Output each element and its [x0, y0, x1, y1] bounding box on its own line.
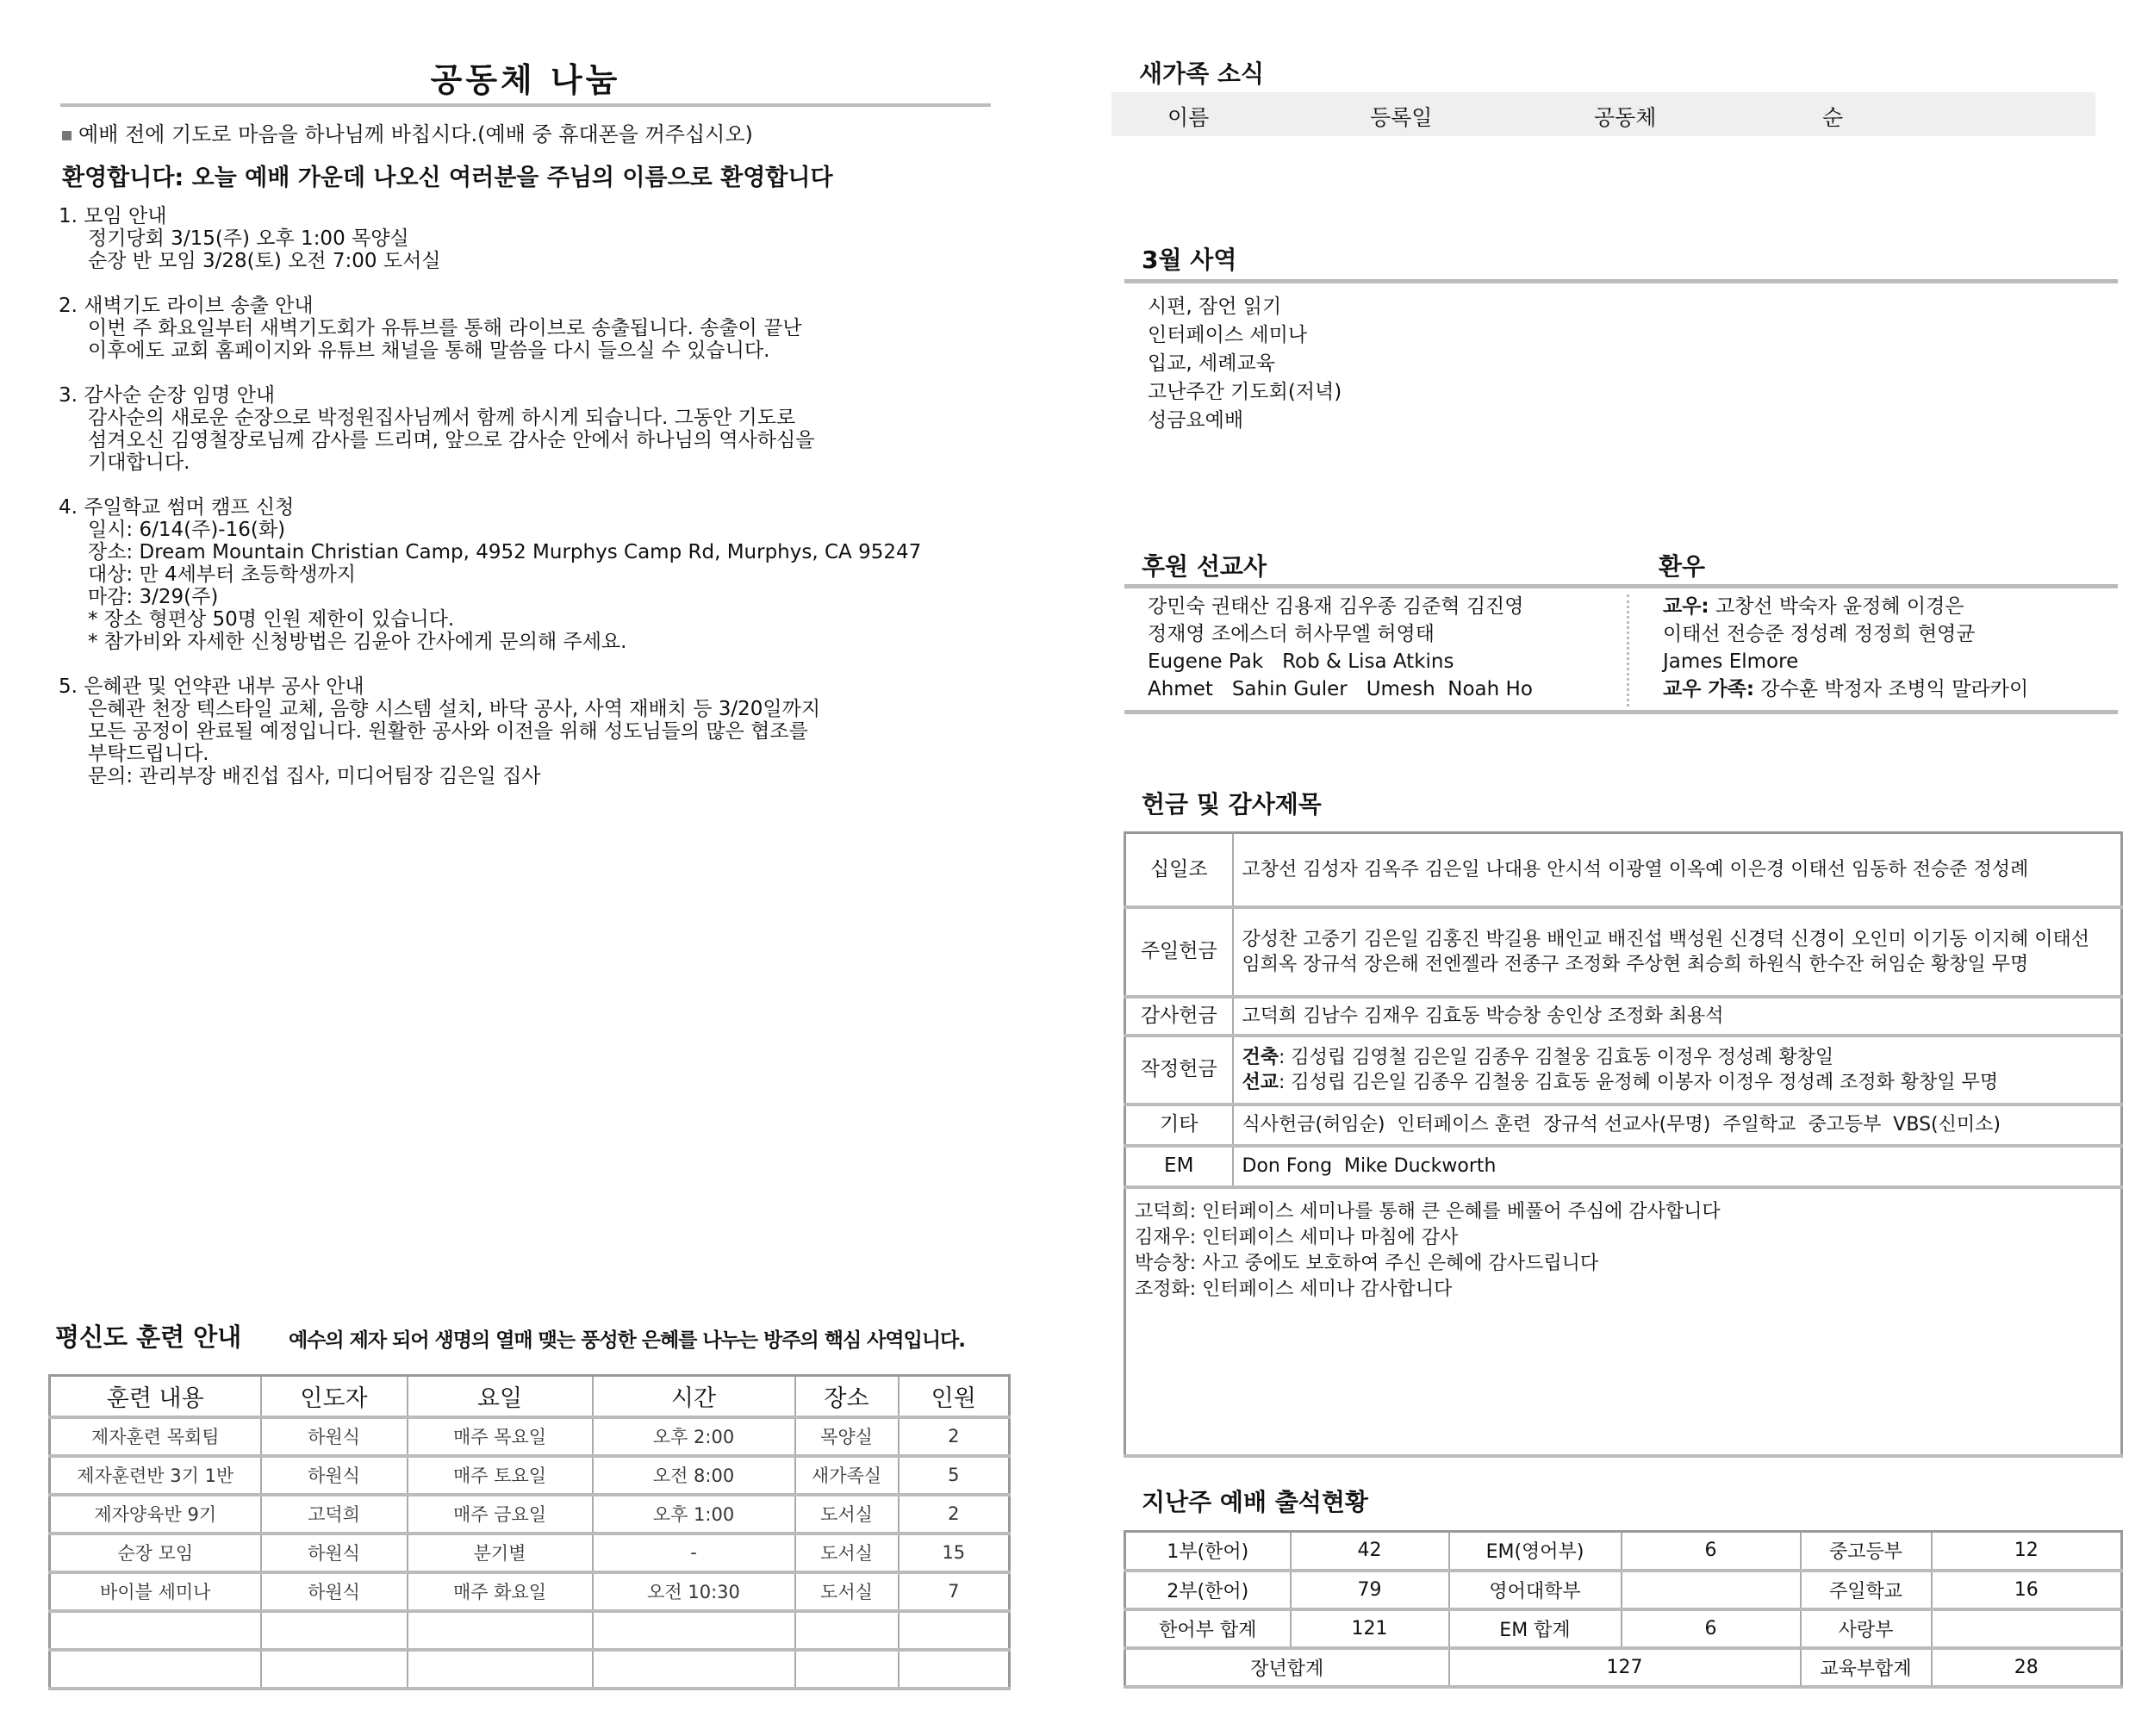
announcement-line: 감사순의 새로운 순장으로 박정원집사님께서 함께 하시게 되습니다. 그동안 기도로: [88, 407, 796, 429]
announcement-line: 장소: Dream Mountain Christian Camp, 4952 Murphys Camp Rd, Murphys, CA 95247: [88, 541, 922, 563]
announcement-line: 문의: 관리부장 배진섭 집사, 미디어팀장 김은일 집사: [88, 765, 541, 787]
list-item: 정재영 조에스더 허사무엘 허영태: [1148, 623, 1435, 645]
label-cell: 주일학교: [1801, 1571, 1932, 1609]
row-label: 십일조: [1125, 833, 1233, 907]
names: : 김성립 김은일 김종우 김철웅 김효동 윤정혜 이봉자 이정우 정성례 조정화 황창일 무명: [1279, 1071, 1999, 1093]
count-cell: [1932, 1609, 2122, 1648]
table-cell: [50, 1650, 261, 1689]
list-item: 입교, 세례교육: [1148, 352, 1275, 375]
table-cell: [899, 1611, 1010, 1650]
table-header-row: [50, 1376, 1010, 1417]
table-cell: -: [593, 1534, 795, 1572]
table-cell: 하원식: [261, 1572, 408, 1611]
table-cell: 고덕희: [261, 1495, 408, 1534]
list-item: Ahmet Sahin Guler Umesh Noah Ho: [1148, 678, 1533, 700]
table-cell: [261, 1650, 408, 1689]
training-title: 평신도 훈련 안내: [55, 1322, 242, 1352]
table-cell: [795, 1611, 899, 1650]
label-cell: EM 합계: [1449, 1609, 1622, 1648]
table-cell: 제자훈련 목회팀: [50, 1417, 261, 1456]
table-row: [50, 1534, 1010, 1572]
table-row: [1125, 1532, 2122, 1571]
table-cell: 매주 목요일: [408, 1417, 593, 1456]
table-row: [50, 1611, 1010, 1650]
list-item: 강민숙 권태산 김용재 김우종 김준혁 김진영: [1148, 595, 1524, 618]
announcement-heading: 5. 은혜관 및 언약관 내부 공사 안내: [59, 675, 364, 698]
attendance-table: [1124, 1530, 2123, 1689]
col-name: 이름: [1167, 105, 1210, 130]
count-cell: 121: [1291, 1609, 1449, 1648]
training-subtitle: 예수의 제자 되어 생명의 열매 맺는 풍성한 은혜를 나누는 방주의 핵심 사역입니다.: [289, 1329, 966, 1352]
label: 건축: [1242, 1046, 1279, 1068]
announcement-line: 순장 반 모임 3/28(토) 오전 7:00 도서실: [88, 250, 441, 272]
count-cell: 127: [1449, 1648, 1801, 1687]
row-names: 강성찬 고중기 김은일 김홍진 박길용 배인교 배진섭 백성원 신경덕 신경이 오인미 이기동 이지혜 이태선 임희옥 장규석 장은해 전엔젤라 전종구 조정화 주상현 최승희 하원식 한수잔 허임순 황창일 무명: [1233, 907, 2122, 997]
table-cell: 오전 10:30: [593, 1572, 795, 1611]
column-header: 요일: [408, 1376, 593, 1417]
label-cell: 영어대학부: [1449, 1571, 1622, 1609]
announcement-line: 일시: 6/14(주)-16(화): [88, 519, 286, 541]
count-cell: 6: [1622, 1609, 1801, 1648]
offering-title: 헌금 및 감사제목: [1142, 790, 1322, 818]
list-item: 시편, 잠언 읽기: [1148, 296, 1282, 318]
table-cell: [795, 1650, 899, 1689]
table-cell: [593, 1611, 795, 1650]
table-cell: 분기별: [408, 1534, 593, 1572]
column-header: 시간: [593, 1376, 795, 1417]
announcement-item: [59, 295, 921, 362]
column-header: 훈련 내용: [50, 1376, 261, 1417]
announcement-line: 마감: 3/29(주): [88, 586, 219, 608]
column-divider: [1627, 594, 1629, 706]
announcement-heading: 4. 주일학교 썸머 캠프 신청: [59, 496, 295, 519]
row-names: 고창선 김성자 김옥주 김은일 나대용 안시석 이광열 이옥예 이은경 이태선 임동하 전승준 정성례: [1233, 833, 2122, 907]
table-cell: 오전 8:00: [593, 1456, 795, 1495]
announcement-line: 은혜관 천장 텍스타일 교체, 음향 시스템 설치, 바닥 공사, 사역 재배치 등 3/20일까지: [88, 698, 821, 720]
column-header: 인도자: [261, 1376, 408, 1417]
row-label: 작정헌금: [1125, 1036, 1233, 1104]
table-cell: [899, 1650, 1010, 1689]
table-cell: 바이블 세미나: [50, 1572, 261, 1611]
announcement-line: * 장소 형편상 50명 인원 제한이 있습니다.: [88, 608, 455, 631]
table-row: [1125, 1104, 2122, 1146]
announcement-line: 섬겨오신 김영철장로님께 감사를 드리며, 앞으로 감사순 안에서 하나님의 역사하심을: [88, 429, 815, 451]
table-row: [1125, 907, 2122, 997]
list-item: [1663, 675, 2028, 703]
announcement-line: 이후에도 교회 홈페이지와 유튜브 채널을 통해 말씀을 다시 들으실 수 있습니다.: [88, 339, 770, 362]
table-cell: 하원식: [261, 1456, 408, 1495]
count-cell: 16: [1932, 1571, 2122, 1609]
row-names: Don Fong Mike Duckworth: [1233, 1146, 2122, 1187]
label: 선교: [1242, 1071, 1279, 1093]
schedule-list: [1148, 293, 1342, 435]
table-row: [1125, 1609, 2122, 1648]
table-cell: [408, 1650, 593, 1689]
thanks-notes: [1125, 1187, 2122, 1456]
table-cell: 5: [899, 1456, 1010, 1495]
table-cell: 매주 화요일: [408, 1572, 593, 1611]
list-item: 김재우: 인터페이스 세미나 마침에 감사: [1135, 1226, 1459, 1248]
count-cell: 42: [1291, 1532, 1449, 1571]
announcement-line: 부탁드립니다.: [88, 743, 209, 765]
announcement-item: [59, 384, 921, 474]
count-cell: 79: [1291, 1571, 1449, 1609]
table-cell: 도서실: [795, 1534, 899, 1572]
table-row: [1125, 997, 2122, 1036]
names: 강수훈 박정자 조병익 말라카이: [1754, 678, 2029, 700]
table-cell: [50, 1611, 261, 1650]
square-bullet-icon: [62, 131, 72, 140]
table-cell: 목양실: [795, 1417, 899, 1456]
column-header: 장소: [795, 1376, 899, 1417]
names: : 김성립 김영철 김은일 김종우 김철웅 김효동 이정우 정성례 황창일: [1279, 1046, 1834, 1068]
new-family-header: [1111, 92, 2095, 136]
row-names: 식사헌금(허임순) 인터페이스 훈련 장규석 선교사(무명) 주일학교 중고등부 VBS(신미소): [1233, 1104, 2122, 1146]
list-item: 이태선 전승준 정성례 정정희 현영균: [1663, 623, 1976, 645]
table-cell: 제자양육반 9기: [50, 1495, 261, 1534]
list-item: 박승창: 사고 중에도 보호하여 주신 은혜에 감사드립니다: [1135, 1252, 1599, 1274]
row-label: EM: [1125, 1146, 1233, 1187]
announcement-line: 정기당회 3/15(주) 오후 1:00 목양실: [88, 227, 409, 250]
thanks-notes-row: [1125, 1187, 2122, 1456]
col-group: 순: [1822, 105, 1844, 130]
label-cell: 2부(한어): [1125, 1571, 1291, 1609]
label: 교우:: [1663, 595, 1709, 618]
label-cell: EM(영어부): [1449, 1532, 1622, 1571]
total-row: [1125, 1648, 2122, 1687]
label: 교우 가족:: [1663, 678, 1755, 700]
title-rule: [60, 103, 991, 107]
table-cell: 7: [899, 1572, 1010, 1611]
missionaries-list: [1148, 593, 1533, 703]
table-cell: 하원식: [261, 1417, 408, 1456]
schedule-rule: [1124, 279, 2118, 283]
table-row: [50, 1456, 1010, 1495]
announcement-line: 기대합니다.: [88, 451, 190, 474]
table-cell: 새가족실: [795, 1456, 899, 1495]
table-cell: 2: [899, 1495, 1010, 1534]
table-cell: 오후 2:00: [593, 1417, 795, 1456]
col-community: 공동체: [1594, 105, 1657, 130]
label-cell: 사랑부: [1801, 1609, 1932, 1648]
label-cell: 1부(한어): [1125, 1532, 1291, 1571]
announcement-heading: 2. 새벽기도 라이브 송출 안내: [59, 295, 314, 317]
table-cell: 매주 토요일: [408, 1456, 593, 1495]
welcome-text: 환영합니다: 오늘 예배 가운데 나오신 여러분을 주님의 이름으로 환영합니다: [62, 165, 833, 191]
table-cell: 도서실: [795, 1495, 899, 1534]
training-table: [48, 1374, 1011, 1690]
attendance-title: 지난주 예배 출석현황: [1142, 1488, 1368, 1516]
table-cell: 하원식: [261, 1534, 408, 1572]
table-row: [50, 1650, 1010, 1689]
missionaries-rule: [1124, 584, 2118, 588]
table-cell: [593, 1650, 795, 1689]
list-item: James Elmore: [1663, 650, 1799, 673]
table-row: [50, 1495, 1010, 1534]
list-item: Eugene Pak Rob & Lisa Atkins: [1148, 650, 1454, 673]
offering-table: [1124, 831, 2123, 1458]
table-cell: 오후 1:00: [593, 1495, 795, 1534]
row-label: 감사헌금: [1125, 997, 1233, 1036]
label-cell: 장년합계: [1125, 1648, 1449, 1687]
row-names: [1233, 1036, 2122, 1104]
announcement-item: [59, 675, 921, 787]
intro-line: [62, 117, 753, 147]
table-row: [50, 1417, 1010, 1456]
count-cell: 6: [1622, 1532, 1801, 1571]
schedule-title: 3월 사역: [1142, 246, 1237, 274]
label-cell: 중고등부: [1801, 1532, 1932, 1571]
page-title: 공동체 나눔: [430, 61, 621, 99]
announcement-item: [59, 496, 921, 653]
list-item: 조정화: 인터페이스 세미나 감사합니다: [1135, 1278, 1453, 1300]
table-row: [1125, 1571, 2122, 1609]
row-names: 고덕희 김남수 김재우 김효동 박승창 송인상 조정화 최용석: [1233, 997, 2122, 1036]
announcement-line: 이번 주 화요일부터 새벽기도회가 유튜브를 통해 라이브로 송출됩니다. 송출이 끝난: [88, 317, 802, 339]
announcement-list: [59, 205, 921, 810]
column-header: 인원: [899, 1376, 1010, 1417]
announcement-line: 모든 공정이 완료될 예정입니다. 원활한 공사와 이전을 위해 성도님들의 많은 협조를: [88, 720, 808, 743]
table-row: [1125, 1146, 2122, 1187]
count-cell: [1622, 1571, 1801, 1609]
list-item: [1663, 593, 2028, 620]
visitation-list: [1663, 593, 2028, 703]
announcement-heading: 3. 감사순 순장 임명 안내: [59, 384, 276, 407]
announcement-heading: 1. 모임 안내: [59, 205, 167, 227]
row-label: 주일헌금: [1125, 907, 1233, 997]
table-row: [1125, 1036, 2122, 1104]
table-cell: 2: [899, 1417, 1010, 1456]
table-cell: 제자훈련반 3기 1반: [50, 1456, 261, 1495]
table-cell: 도서실: [795, 1572, 899, 1611]
table-cell: [408, 1611, 593, 1650]
list-item: 고난주간 기도회(저녁): [1148, 381, 1342, 403]
announcement-item: [59, 205, 921, 272]
table-cell: 매주 금요일: [408, 1495, 593, 1534]
list-item: 고덕희: 인터페이스 세미나를 통해 큰 은혜를 베풀어 주심에 감사합니다: [1135, 1200, 1721, 1223]
list-item: 성금요예배: [1148, 409, 1244, 432]
table-cell: 15: [899, 1534, 1010, 1572]
label-cell: 한어부 합계: [1125, 1609, 1291, 1648]
visitation-title: 환우: [1659, 552, 1706, 581]
new-family-title: 새가족 소식: [1139, 59, 1264, 88]
announcement-line: 대상: 만 4세부터 초등학생까지: [88, 563, 356, 586]
table-row: [1125, 833, 2122, 907]
list-item: 인터페이스 세미나: [1148, 324, 1308, 346]
table-cell: 순장 모임: [50, 1534, 261, 1572]
row-label: 기타: [1125, 1104, 1233, 1146]
missionaries-bottom-rule: [1124, 710, 2118, 714]
table-cell: [261, 1611, 408, 1650]
col-date: 등록일: [1370, 105, 1433, 130]
names: 고창선 박숙자 윤정혜 이경은: [1709, 595, 1964, 618]
count-cell: 28: [1932, 1648, 2122, 1687]
announcement-line: * 참가비와 자세한 신청방법은 김윤아 간사에게 문의해 주세요.: [88, 631, 627, 653]
table-row: [50, 1572, 1010, 1611]
missionaries-title: 후원 선교사: [1142, 552, 1267, 581]
label-cell: 교육부합계: [1801, 1648, 1932, 1687]
intro-text: 예배 전에 기도로 마음을 하나님께 바칩시다.(예배 중 휴대폰을 꺼주십시오): [78, 122, 753, 146]
count-cell: 12: [1932, 1532, 2122, 1571]
